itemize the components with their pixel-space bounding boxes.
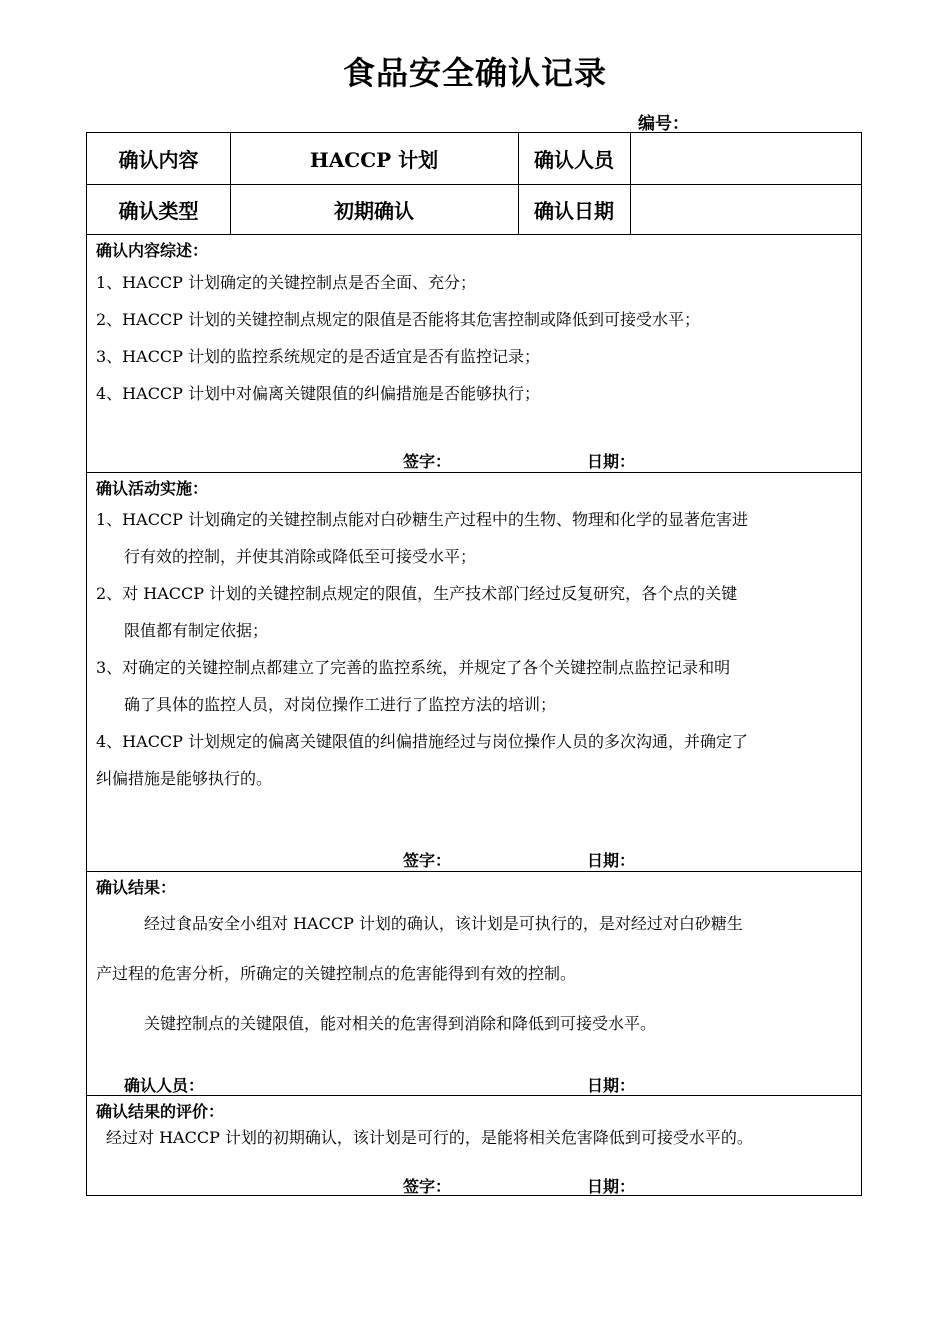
date-label: 确认日期 bbox=[534, 198, 614, 223]
type-value: 初期确认 bbox=[334, 198, 414, 223]
section-divider bbox=[87, 234, 861, 235]
activity-line: 4、HACCP 计划规定的偏离关键限值的纠偏措施经过与岗位操作人员的多次沟通，并确定了 bbox=[96, 732, 749, 751]
activity-line: 纠偏措施是能够执行的。 bbox=[96, 769, 273, 788]
activity-line: 2、对 HACCP 计划的关键控制点规定的限值，生产技术部门经过反复研究，各个点的关键 bbox=[96, 584, 738, 603]
person-value-field[interactable] bbox=[630, 133, 861, 184]
doc-number-label: 编号： bbox=[638, 114, 689, 134]
content-label: 确认内容 bbox=[118, 148, 199, 172]
summary-item: 4、HACCP 计划中对偏离关键限值的纠偏措施是否能够执行； bbox=[96, 384, 541, 403]
activity-line: 确了具体的监控人员，对岗位操作工进行了监控方法的培训； bbox=[124, 695, 557, 714]
activity-date-label: 日期： bbox=[587, 851, 636, 870]
content-value: HACCP 计划 bbox=[309, 148, 439, 172]
summary-item: 3、HACCP 计划的监控系统规定的是否适宜是否有监控记录； bbox=[96, 347, 541, 366]
confirmation-form bbox=[86, 132, 862, 1196]
summary-item: 2、HACCP 计划的关键控制点规定的限值是否能将其危害控制或降低到可接受水平； bbox=[96, 310, 701, 329]
activity-line: 行有效的控制，并使其消除或降低至可接受水平； bbox=[124, 547, 477, 566]
section-divider bbox=[87, 472, 861, 473]
evaluation-text: 经过对 HACCP 计划的初期确认，该计划是可行的，是能将相关危害降低到可接受水平的。 bbox=[106, 1128, 753, 1147]
activity-line: 限值都有制定依据； bbox=[124, 621, 269, 640]
type-label: 确认类型 bbox=[118, 198, 199, 223]
evaluation-title: 确认结果的评价： bbox=[96, 1102, 225, 1121]
date-value-field[interactable] bbox=[630, 184, 861, 234]
page-title: 食品安全确认记录 bbox=[342, 54, 607, 92]
summary-sign-label: 签字： bbox=[403, 452, 452, 471]
evaluation-sign-label: 签字： bbox=[403, 1177, 452, 1196]
result-person-label: 确认人员： bbox=[124, 1076, 205, 1095]
activity-title: 确认活动实施： bbox=[96, 479, 209, 498]
summary-date-label: 日期： bbox=[587, 452, 636, 471]
person-label: 确认人员 bbox=[534, 148, 614, 172]
activity-sign-label: 签字： bbox=[403, 851, 452, 870]
activity-line: 1、HACCP 计划确定的关键控制点能对白砂糖生产过程中的生物、物理和化学的显著危害进 bbox=[96, 510, 749, 529]
summary-title: 确认内容综述： bbox=[96, 241, 209, 260]
evaluation-date-label: 日期： bbox=[587, 1177, 636, 1196]
result-title: 确认结果： bbox=[96, 878, 177, 897]
activity-line: 3、对确定的关键控制点都建立了完善的监控系统，并规定了各个关键控制点监控记录和明 bbox=[96, 658, 731, 677]
summary-item: 1、HACCP 计划确定的关键控制点是否全面、充分； bbox=[96, 273, 477, 292]
result-line: 产过程的危害分析，所确定的关键控制点的危害能得到有效的控制。 bbox=[96, 964, 577, 983]
section-divider bbox=[87, 871, 861, 872]
result-date-label: 日期： bbox=[587, 1076, 636, 1095]
result-line: 经过食品安全小组对 HACCP 计划的确认，该计划是可执行的，是对经过对白砂糖生 bbox=[144, 914, 743, 933]
result-line: 关键控制点的关键限值，能对相关的危害得到消除和降低到可接受水平。 bbox=[144, 1014, 657, 1033]
